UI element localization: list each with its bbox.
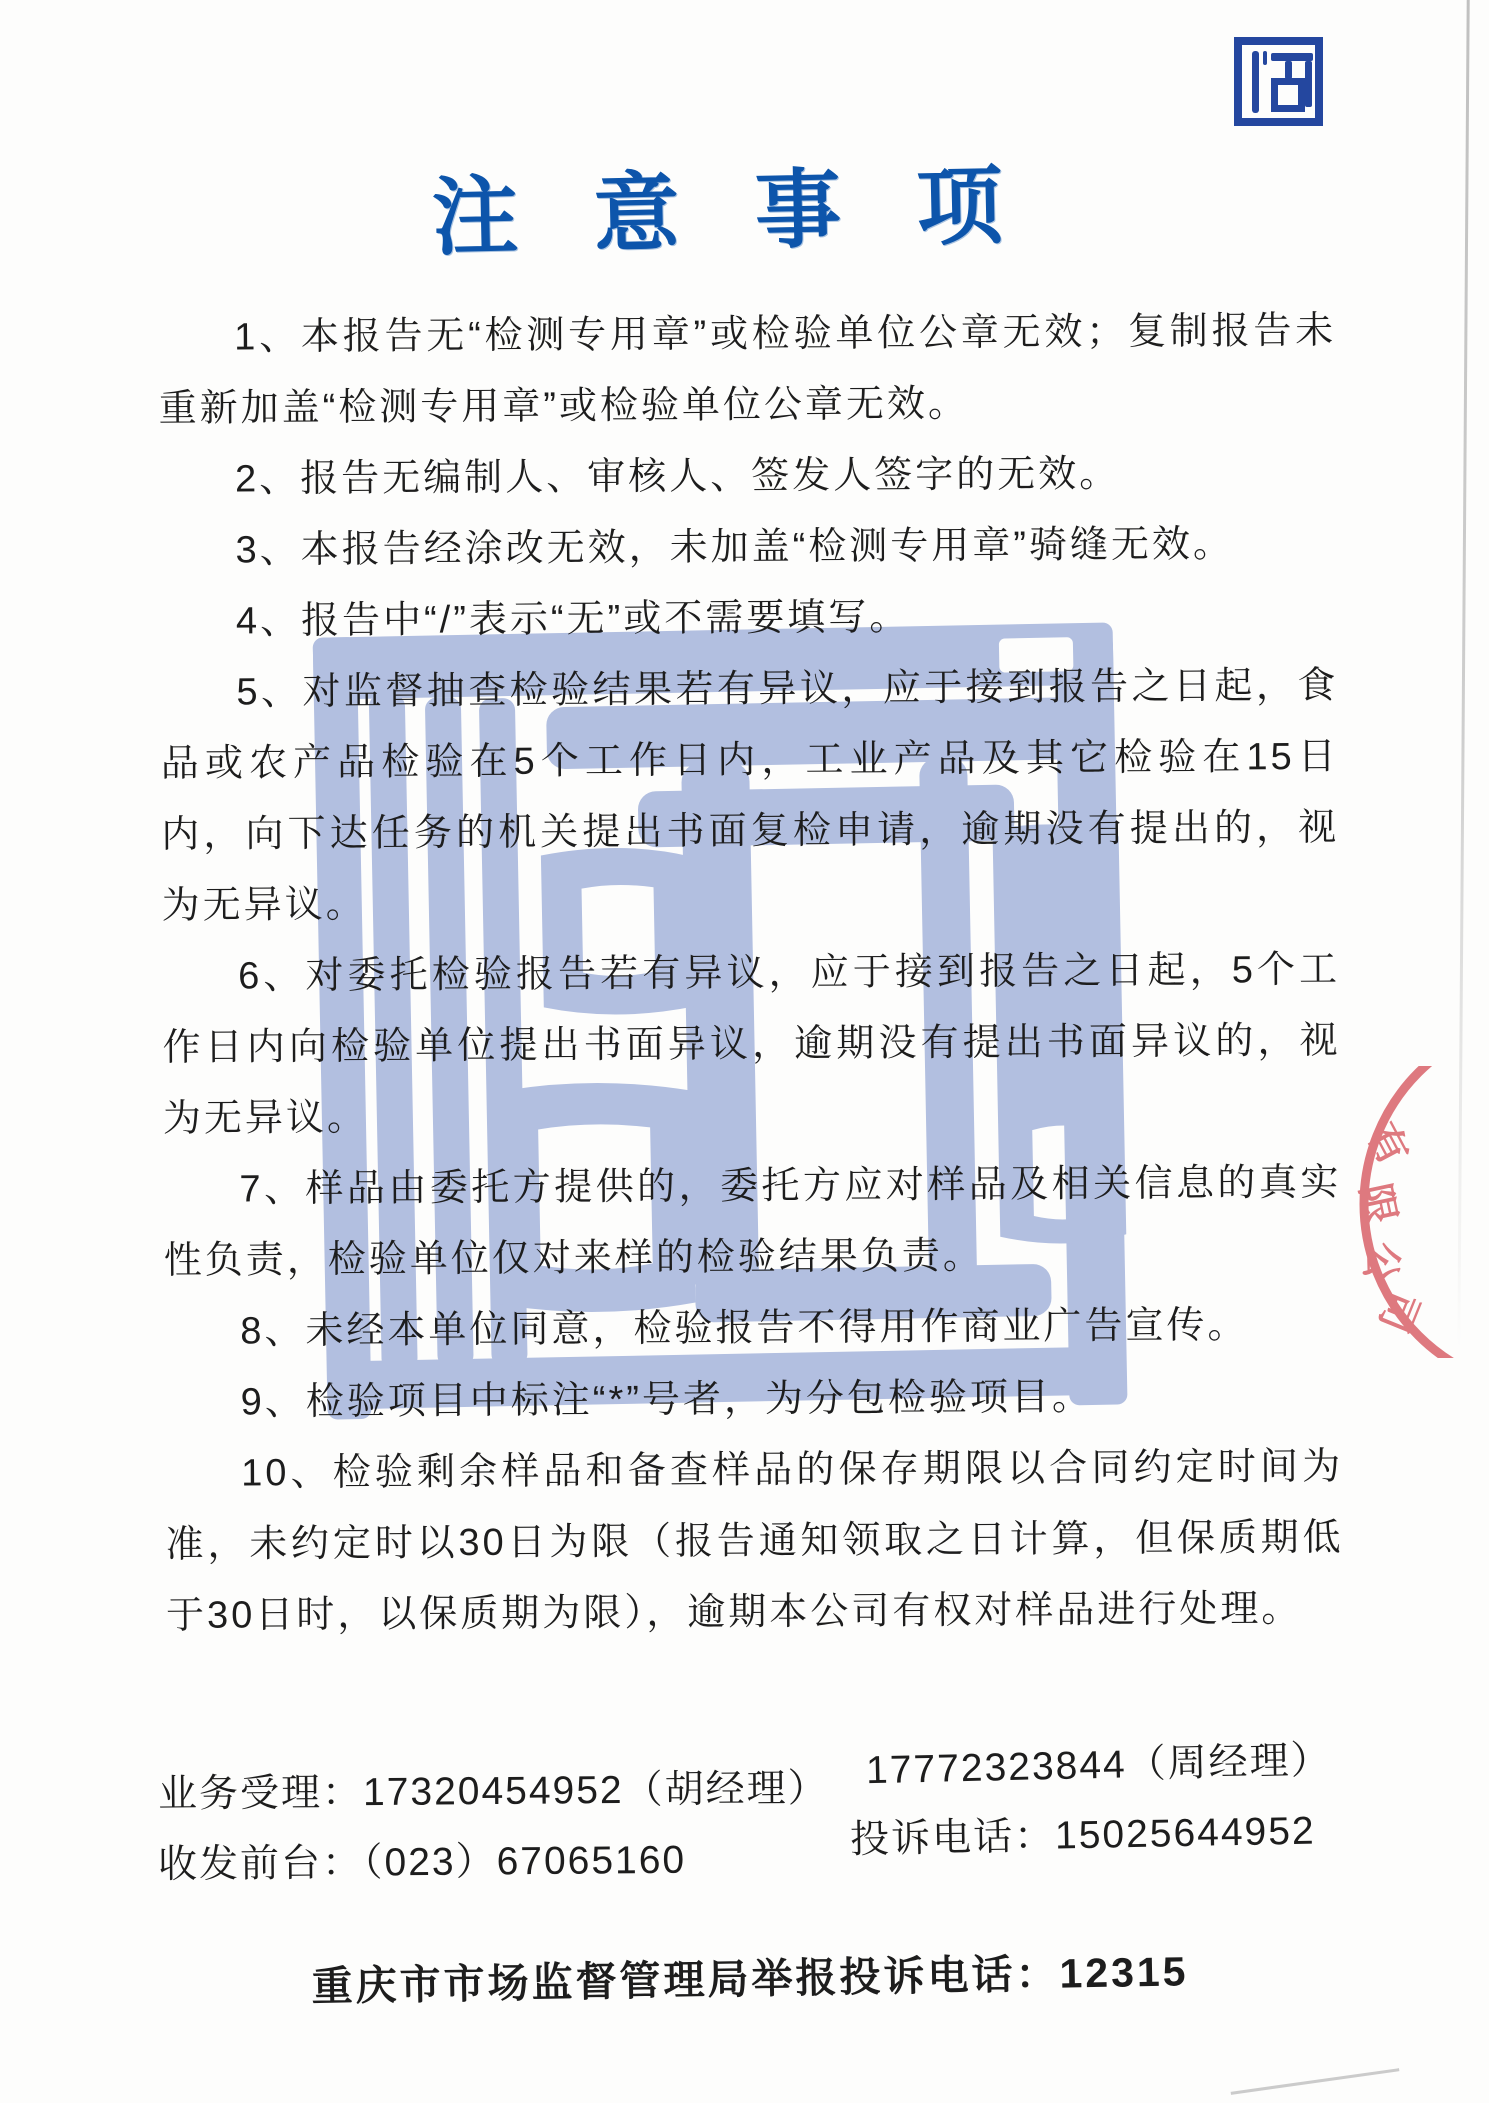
contact-frontdesk-line: 收发前台：（023）67065160	[157, 1838, 687, 1887]
notice-item-4: 4、报告中“/”表示“无”或不需要填写。	[235, 596, 911, 643]
contact-business-line: 业务受理：17320454952（胡经理）	[157, 1767, 829, 1816]
notice-item-1: 1、本报告无“检测专用章”或检验单位公章无效；复制报告未重新加盖“检测专用章”或检验单位公章无效。	[158, 309, 1337, 430]
stamp-char: 有	[1358, 1116, 1416, 1172]
scan-corner-line	[1231, 2068, 1400, 2095]
notice-item-3: 3、本报告经涂改无效，未加盖“检测专用章”骑缝无效。	[235, 523, 1235, 572]
notice-item-7: 7、样品由委托方提供的，委托方应对样品及相关信息的真实性负责，检验单位仅对来样的检验结果负责。	[163, 1161, 1342, 1282]
stamp-char: 公	[1356, 1238, 1406, 1285]
page-title: 注 意 事 项	[431, 157, 1030, 267]
notice-item-5: 5、对监督抽查检验结果若有异议，应于接到报告之日起，食品或农产品检验在5个工作日内，工业产品及其它检验在15日内，向下达任务的机关提出书面复检申请，逾期没有提出的，视为无异议。	[160, 664, 1340, 927]
notice-item-8: 8、未经本单位同意，检验报告不得用作商业广告宣传。	[240, 1304, 1249, 1353]
contact-manager2-line: 17772323844（周经理）	[865, 1738, 1333, 1793]
company-seal-logo-icon	[1233, 36, 1324, 127]
notice-item-6: 6、对委托检验报告若有异议，应于接到报告之日起，5个工作日内向检验单位提出书面异议，逾期没有提出书面异议的，视为无异议。	[162, 948, 1341, 1140]
notices-list	[158, 296, 1344, 1652]
partial-red-company-stamp	[1338, 1066, 1489, 1358]
footer-hotline: 重庆市市场监督管理局举报投诉电话：12315	[311, 1948, 1189, 2010]
contact-complaint-line: 投诉电话：15025644952	[849, 1809, 1317, 1862]
notice-item-9: 9、检验项目中标注“*”号者，为分包检验项目。	[240, 1376, 1094, 1424]
stamp-char: 限	[1351, 1180, 1404, 1229]
notice-item-10: 10、检验剩余样品和备查样品的保存期限以合同约定时间为准，未约定时以30日为限（报告通知领取之日计算，但保质期低于30日时，以保质期为限），逾期本公司有权对样品进行处理。	[165, 1445, 1344, 1637]
notice-item-2: 2、报告无编制人、审核人、签发人签字的无效。	[234, 453, 1121, 501]
stamp-char: 司	[1370, 1284, 1427, 1339]
